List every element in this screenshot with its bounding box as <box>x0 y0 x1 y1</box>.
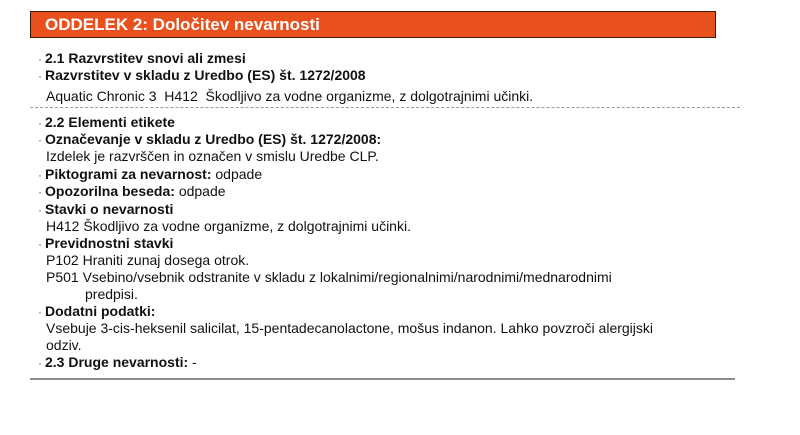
section-2-2-heading: 2.2 Elementi etikete <box>45 114 175 130</box>
hazard-statements-heading: Stavki o nevarnosti <box>45 201 174 217</box>
signal-word-label: Opozorilna beseda: <box>45 183 175 199</box>
section-2-1-heading-row <box>38 50 246 67</box>
labelling-heading: Označevanje v skladu z Uredbo (ES) št. 1272/2008: <box>45 131 382 147</box>
section-title: ODDELEK 2: Določitev nevarnosti <box>45 15 320 34</box>
section-divider <box>30 107 740 108</box>
section-2-3-value: - <box>192 354 197 370</box>
classification-row <box>46 88 533 104</box>
hazard-code: H412 <box>164 88 198 104</box>
supplementary-line1: Vsebuje 3-cis-heksenil salicilat, 15-pentadecanolactone, mošus indanon. Lahko povzroči alergijski <box>46 320 654 336</box>
bullet-dot: · <box>38 203 42 217</box>
section-bottom-rule <box>30 378 735 380</box>
signal-word-value: odpade <box>178 183 226 199</box>
bullet-dot: · <box>38 356 42 370</box>
pictograms-label: Piktogrami za nevarnost: <box>45 166 212 182</box>
classification-regulation-heading: Razvrstitev v skladu z Uredbo (ES) št. 1272/2008 <box>45 67 366 83</box>
labelling-heading-row <box>38 131 381 148</box>
bullet-dot: · <box>38 52 42 66</box>
bullet-dot: · <box>38 168 42 182</box>
labelling-text: Izdelek je razvrščen in označen v smislu Uredbe CLP. <box>46 148 379 164</box>
section-header-bar <box>30 11 716 38</box>
bullet-dot: · <box>38 185 42 199</box>
pictograms-row <box>38 166 262 183</box>
supplementary-line2: odziv. <box>46 337 82 353</box>
precautionary-heading-row <box>38 235 173 252</box>
signal-word-row <box>38 183 226 200</box>
section-2-3-row <box>38 354 197 371</box>
bullet-dot: · <box>38 305 42 319</box>
bullet-dot: · <box>38 133 42 147</box>
precautionary-p102: P102 Hraniti zunaj dosega otrok. <box>46 252 250 268</box>
hazard-text: Škodljivo za vodne organizme, z dolgotrajnimi učinki. <box>205 88 534 104</box>
precautionary-heading: Previdnostni stavki <box>45 235 174 251</box>
supplementary-heading-row <box>38 303 155 320</box>
bullet-dot: · <box>38 69 42 83</box>
section-2-2-heading-row <box>38 114 175 131</box>
bullet-dot: · <box>38 116 42 130</box>
hazard-statements-heading-row <box>38 201 173 218</box>
pictograms-value: odpade <box>215 166 263 182</box>
bullet-dot: · <box>38 237 42 251</box>
supplementary-heading: Dodatni podatki: <box>45 303 156 319</box>
precautionary-p501-line1: P501 Vsebino/vsebnik odstranite v skladu z lokalnimi/regionalnimi/narodnimi/mednarodnimi <box>46 269 612 285</box>
class-code: Aquatic Chronic 3 <box>46 88 157 104</box>
section-2-3-label: 2.3 Druge nevarnosti: <box>45 354 189 370</box>
section-2-1-heading: 2.1 Razvrstitev snovi ali zmesi <box>45 50 246 66</box>
precautionary-p501-line2: predpisi. <box>85 286 138 302</box>
classification-regulation-row <box>38 67 366 84</box>
hazard-statement: H412 Škodljivo za vodne organizme, z dolgotrajnimi učinki. <box>46 218 411 234</box>
